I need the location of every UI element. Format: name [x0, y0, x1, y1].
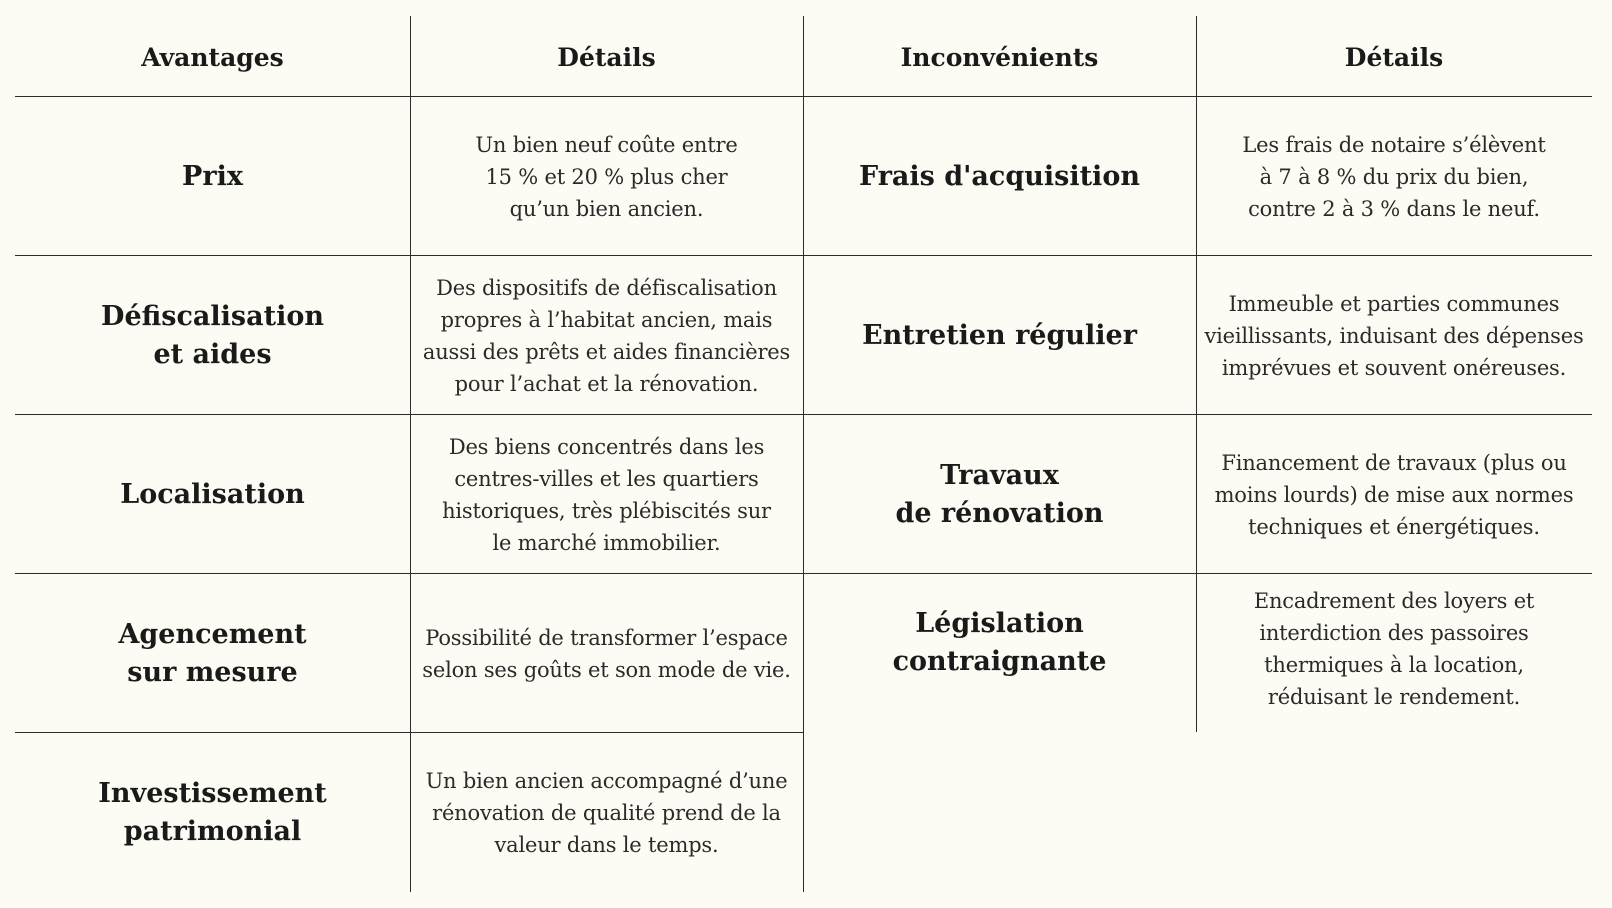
avantage-label: Agencement sur mesure [118, 618, 307, 688]
column-divider [410, 16, 411, 892]
header-avantages: Avantages [141, 42, 284, 72]
avantage-label: Localisation [120, 478, 305, 510]
avantage-detail: Des biens concentrés dans les centres-villes et les quartiers historiques, très plébiscités sur le marché immobilier. [442, 434, 771, 555]
avantage-label: Investissement patrimonial [98, 777, 327, 847]
header-inconvenients: Inconvénients [900, 42, 1099, 72]
inconvenient-label: Législation contraignante [892, 607, 1107, 677]
avantage-detail: Possibilité de transformer l’espace selon ses goûts et son mode de vie. [422, 625, 791, 682]
inconvenient-label: Frais d'acquisition [859, 160, 1140, 192]
inconvenient-detail: Immeuble et parties communes vieillissants, induisant des dépenses imprévues et souvent onéreuses. [1204, 291, 1584, 380]
table-rule [15, 732, 803, 733]
inconvenient-detail: Les frais de notaire s’élèvent à 7 à 8 % du prix du bien, contre 2 à 3 % dans le neuf. [1242, 132, 1546, 221]
avantage-label: Prix [182, 160, 243, 192]
avantage-detail: Un bien ancien accompagné d’une rénovation de qualité prend de la valeur dans le temps. [425, 768, 788, 857]
header-details-right: Détails [1344, 42, 1444, 72]
avantage-detail: Des dispositifs de défiscalisation propres à l’habitat ancien, mais aussi des prêts et aides financières pour l’achat et la rénovation. [422, 275, 791, 396]
column-divider [803, 16, 804, 892]
avantage-detail: Un bien neuf coûte entre 15 % et 20 % plus cher qu’un bien ancien. [475, 132, 738, 221]
inconvenient-detail: Encadrement des loyers et interdiction des passoires thermiques à la location, réduisant le rendement. [1253, 588, 1535, 709]
header-details-left: Détails [557, 42, 656, 72]
inconvenient-label: Entretien régulier [862, 319, 1137, 351]
column-divider [1196, 16, 1197, 732]
inconvenient-label: Travaux de rénovation [895, 459, 1104, 529]
inconvenient-detail: Financement de travaux (plus ou moins lourds) de mise aux normes techniques et énergétiques. [1214, 450, 1574, 539]
avantage-label: Défiscalisation et aides [101, 300, 324, 370]
